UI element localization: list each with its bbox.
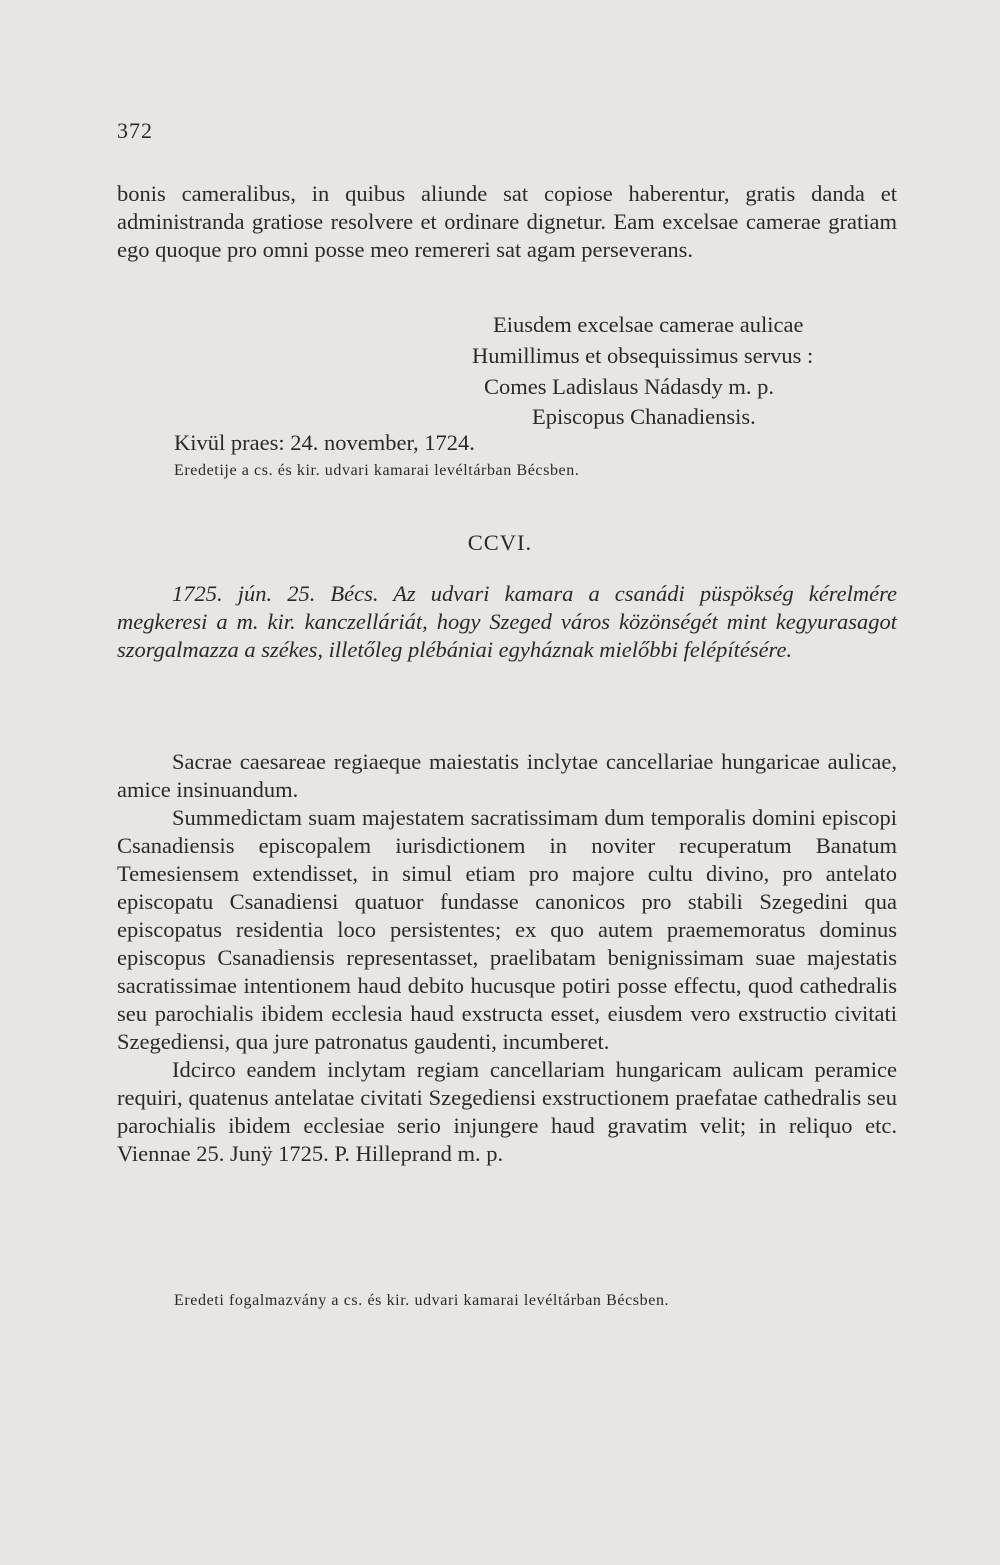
document-number: CCVI.: [467, 530, 533, 555]
outside-note: Kivül praes: 24. november, 1724.: [174, 430, 475, 455]
body-paragraph-2: Summedictam suam majestatem sacratissimam dum temporalis domini episcopi Csanadiensis episcopalem iurisdictionem in noviter recuperatum Banatum Temesiensem extendisset, in simul etiam pro majore cultu divino, pro antelato episcopatu Csanadiensi quatuor fundasse canonicos pro stabili Szegedini qua episcopatus residentia loco persistentes; ex quo autem praememoratus dominus episcopus Csanadiensis representasset, praelibatam benignissimam suae majestatis sacratissimae intentionem haud debito hucusque potiri posse effectu, quod cathedralis seu parochialis ibidem ecclesia haud exstructa esset, eiusdem vero exstructio civitati Szegediensi, qua jure patronatus gaudenti, incumberet.: [117, 805, 897, 1054]
body-paragraph-3: Idcirco eandem inclytam regiam cancellariam hungaricam aulicam peramice requiri, quatenus antelatae civitati Szegediensi exstructionem praefatae cathedralis seu parochialis ibidem ecclesiae serio injungere haud gravatim velit; in reliquo etc. Viennae 25. Junÿ 1725. P. Hilleprand m. p.: [117, 1057, 897, 1166]
source-note-2: Eredeti fogalmazvány a cs. és kir. udvari kamarai levéltárban Bécsben.: [174, 1292, 670, 1309]
signature-line-2: Humillimus et obsequissimus servus :: [472, 343, 814, 368]
signature-line-3: Comes Ladislaus Nádasdy m. p.: [484, 374, 774, 399]
body-block: [117, 748, 897, 1168]
top-paragraph-block: [117, 180, 897, 264]
body-paragraph-1: Sacrae caesareae regiaeque maiestatis inclytae cancellariae hungaricae aulicae, amice insinuandum.: [117, 749, 897, 802]
summary-block: [117, 580, 897, 664]
signature-line-1: Eiusdem excelsae camerae aulicae: [493, 312, 804, 337]
document-summary: 1725. jún. 25. Bécs. Az udvari kamara a csanádi püspökség kérelmére megkeresi a m. kir. kanczelláriát, hogy Szeged város közönségét mint kegyurasagot szorgalmazza a székes, illetőleg plébániai egyháznak mielőbbi felépítésére.: [117, 581, 897, 662]
top-paragraph: bonis cameralibus, in quibus aliunde sat copiose haberentur, gratis danda et administranda gratiose resolvere et ordinare dignetur. Eam excelsae camerae gratiam ego quoque pro omni posse meo remereri sat agam perseverans.: [117, 181, 897, 262]
page-number: 372: [117, 118, 153, 143]
signature-line-4: Episcopus Chanadiensis.: [532, 404, 756, 429]
source-note-1: Eredetije a cs. és kir. udvari kamarai levéltárban Bécsben.: [174, 462, 580, 479]
